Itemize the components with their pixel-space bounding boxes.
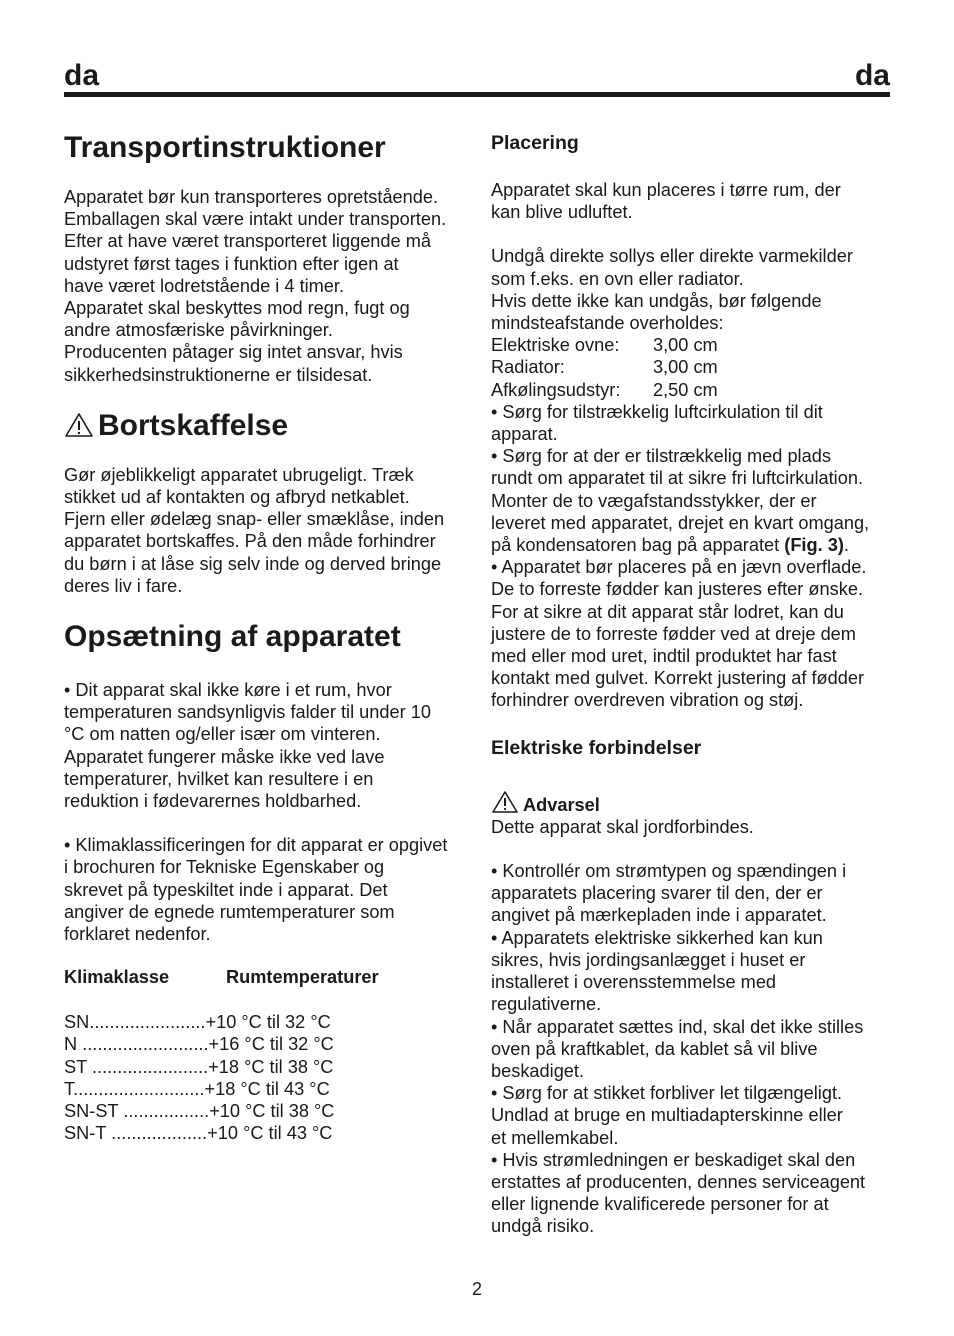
distance-label: Radiator:	[491, 357, 565, 378]
setup-para-2: • Klimaklassificeringen for dit apparat er opgivet i brochuren for Tekniske Egenskaber og skrevet på typeskiltet inde i apparat. Det angiver de egnede rumtemperaturer som forklaret nedenfor.	[64, 835, 448, 945]
distance-label: Elektriske ovne:	[491, 335, 620, 356]
transport-body: Apparatet bør kun transporteres opretstående. Emballagen skal være intakt under transporten. Efter at have været transporteret liggende må udstyret først tages i funktion efter igen at have været lodretstående i 4 timer. Apparatet skal beskyttes mod regn, fugt og andre atmosfæriske påvirkninger. Producenten påtager sig intet ansvar, hvis sikkerhedsinstruktionerne er tilsidesat.	[64, 187, 447, 385]
transport-title: Transportinstruktioner	[64, 131, 386, 164]
distance-list	[491, 334, 895, 401]
header-rule	[64, 92, 890, 97]
placement-para-3-text: • Sørg for tilstrækkelig luftcirkulation til dit apparat. • Sørg for at der er tilstrækkelig med plads rundt om apparatet til at sikre fri luftcirkulation. Monter de to vægafstandsstykker, der er leveret med apparatet, drejet en kvart omgang, på kondensatoren bag på apparatet	[491, 401, 870, 556]
right-column	[491, 131, 895, 1238]
warning-text: Dette apparat skal jordforbindes.	[491, 816, 754, 837]
placement-title: Placering	[491, 132, 579, 154]
electrical-title: Elektriske forbindelser	[491, 736, 702, 759]
placement-para-2: Undgå direkte sollys eller direkte varmekilder som f.eks. en ovn eller radiator. Hvis dette ikke kan undgås, bør følgende mindsteafstande overholdes:	[491, 246, 853, 334]
electrical-body: • Kontrollér om strømtypen og spændingen i apparatets placering svarer til den, der er angivet på mærkepladen inde i apparatet. • Apparatets elektriske sikkerhed kan kun sikres, hvis jordingsanlægget i huset er installeret i overensstemmelse med regulativerne. • Når apparatet sættes ind, skal det ikke stilles oven på kraftkablet, da kablet så vil blive beskadiget. • Sørg for at stikket forbliver let tilgængeligt. Undlad at bruge en multiadapterskinne eller et mellemkabel. • Hvis strømledningen er beskadiget skal den erstattes af producenten, dennes serviceagent eller lignende kvalificerede personer for at undgå risiko.	[491, 861, 866, 1237]
distance-value: 3,00 cm	[653, 335, 718, 356]
distance-row	[491, 379, 895, 401]
disposal-heading	[64, 408, 466, 444]
placement-para-3	[491, 401, 895, 556]
distance-value: 2,50 cm	[653, 379, 718, 400]
figure-reference: (Fig. 3)	[784, 535, 844, 556]
placement-para-4: • Apparatet bør placeres på en jævn overflade. De to forreste fødder kan justeres efter ønske. For at sikre at dit apparat står lodret, kan du justere de to forreste fødder ved at dreje dem med eller mod uret, indtil produktet har fast kontakt med gulvet. Korrekt justering af fødder forhindrer overdreven vibration og støj.	[491, 557, 867, 711]
climate-table	[64, 1011, 466, 1144]
page-number: 2	[471, 1279, 482, 1299]
climate-row: T..........................+18 °C til 43 °C	[64, 1078, 330, 1099]
distance-value: 3,00 cm	[653, 357, 718, 378]
warning-label: Advarsel	[523, 794, 600, 815]
placement-para-3-end: .	[843, 535, 849, 556]
warning-line	[491, 790, 895, 816]
disposal-title: Bortskaffelse	[98, 408, 289, 442]
climate-row: SN.......................+10 °C til 32 °C	[64, 1012, 331, 1033]
climate-row: SN-ST .................+10 °C til 38 °C	[64, 1101, 335, 1122]
header-language-left: da	[64, 59, 100, 92]
disposal-body: Gør øjeblikkeligt apparatet ubrugeligt. Træk stikket ud af kontakten og afbryd netkablet. Fjern eller ødelæg snap- eller smæklåse, inden apparatet bortskaffes. På den måde forhindrer du børn i at låse sig selv inde og derved bringe deres liv i fare.	[64, 464, 445, 596]
climate-row: ST .......................+18 °C til 38 °C	[64, 1056, 334, 1077]
placement-para-1: Apparatet skal kun placeres i tørre rum, der kan blive udluftet.	[491, 180, 841, 223]
distance-row	[491, 334, 895, 356]
setup-title: Opsætning af apparatet	[64, 620, 401, 654]
climate-col-class: Klimaklasse	[64, 967, 170, 988]
header-language-right: da	[854, 59, 890, 92]
warning-triangle-icon	[491, 790, 519, 814]
climate-row: SN-T ...................+10 °C til 43 °C	[64, 1123, 333, 1144]
climate-row: N .........................+16 °C til 32 °C	[64, 1034, 334, 1055]
setup-para-1: • Dit apparat skal ikke køre i et rum, hvor temperaturen sandsynligvis falder til under 10 °C om natten og/eller især om vinteren. Apparatet fungerer måske ikke ved lave temperaturer, hvilket kan resultere i en reduktion i fødevarernes holdbarhed.	[64, 680, 431, 812]
warning-triangle-icon	[64, 412, 94, 438]
climate-table-header	[64, 965, 466, 989]
left-column	[64, 130, 466, 1145]
distance-label: Afkølingsudstyr:	[491, 379, 621, 400]
climate-col-temp: Rumtemperaturer	[226, 967, 379, 988]
distance-row	[491, 356, 895, 378]
